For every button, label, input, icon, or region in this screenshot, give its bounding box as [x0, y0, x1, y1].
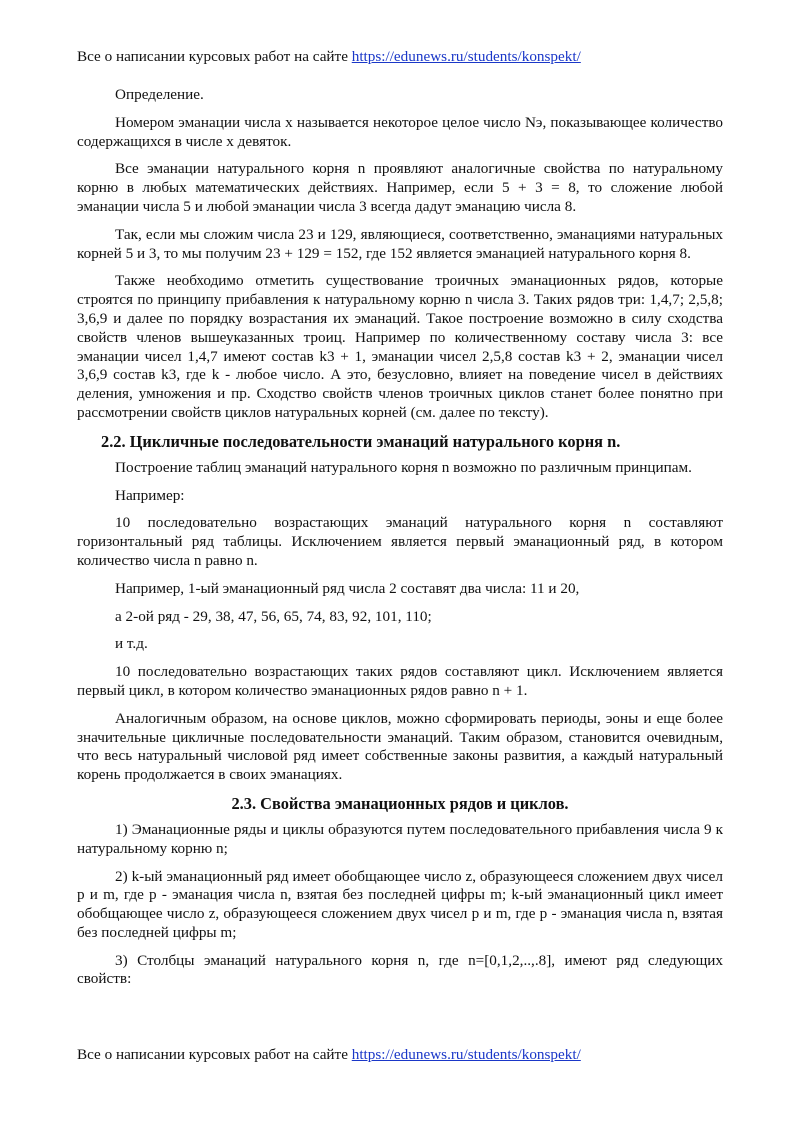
paragraph: 10 последовательно возрастающих эманаций натурального корня n составляют горизонтальный ряд таблицы. Исключением является первый эманационный ряд, в котором количество числа n равно n.	[77, 514, 723, 569]
paragraph: 10 последовательно возрастающих таких рядов составляют цикл. Исключением является первый цикл, в котором количество эманационных рядов равно n + 1.	[77, 663, 723, 699]
paragraph: Построение таблиц эманаций натурального корня n возможно по различным принципам.	[115, 458, 692, 476]
paragraph: а 2-ой ряд - 29, 38, 47, 56, 65, 74, 83, 92, 101, 110;	[115, 607, 432, 625]
paragraph: Аналогичным образом, на основе циклов, можно сформировать периоды, эоны и еще более значительные цикличные последовательности эманаций. Таким образом, становится очевидным, что весь натуральный числовой ряд имеет собственные законы развития, а каждый натуральный корень продолжается в своих эманациях.	[77, 709, 723, 784]
footer-text: Все о написании курсовых работ на сайте	[77, 1046, 352, 1063]
paragraph: и т.д.	[115, 635, 148, 653]
paragraph: Все эманации натурального корня n проявляют аналогичные свойства по натуральному корню в любых математических действиях. Например, если 5 + 3 = 8, то сложение любой эманации числа 5 и любой эманации числа 3 всегда дадут эманацию числа 8.	[77, 160, 723, 215]
paragraph: Номером эманации числа x называется некоторое целое число Nэ, показывающее количество содержащихся в числе x девяток.	[77, 113, 723, 150]
paragraph: Например:	[115, 486, 185, 504]
paragraph: 1) Эманационные ряды и циклы образуются путем последовательного прибавления числа 9 к натуральному корню n;	[77, 820, 723, 857]
section-heading-2-3: 2.3. Свойства эманационных рядов и циклов.	[231, 793, 569, 813]
paragraph: Например, 1-ый эманационный ряд числа 2 составят два числа: 11 и 20,	[115, 579, 580, 597]
header-link[interactable]: https://edunews.ru/students/konspekt/	[351, 48, 581, 65]
header-text: Все о написании курсовых работ на сайте	[77, 48, 352, 65]
page-header	[77, 48, 723, 67]
paragraph: Так, если мы сложим числа 23 и 129, являющиеся, соответственно, эманациями натуральных корней 5 и 3, то мы получим 23 + 129 = 152, где 152 является эманацией натурального корня 8.	[77, 225, 723, 262]
paragraph: Также необходимо отметить существование троичных эманационных рядов, которые строятся по принципу прибавления к натуральному корню n числа 3. Таких рядов три: 1,4,7; 2,5,8; 3,6,9 и далее по порядку возрастания их эманаций. Такое построение возможно в силу сходства свойств членов вышеуказанных троиц. Например по количественному составу числа 3: все эманации чисел 1,4,7 имеют состав k3 + 1, эманации чисел 2,5,8 состав k3 + 2, эманации чисел 3,6,9 состав k3, где k - любое число. А это, безусловно, влияет на поведение чисел в действиях деления, умножения и пр. Сходство свойств членов троичных циклов станет более понятно при рассмотрении свойств циклов натуральных корней (см. далее по тексту).	[77, 272, 723, 421]
paragraph: 3) Столбцы эманаций натурального корня n, где n=[0,1,2,..,.8], имеют ряд следующих свойств:	[77, 951, 723, 988]
page-footer	[77, 1046, 723, 1065]
footer-link[interactable]: https://edunews.ru/students/konspekt/	[351, 1046, 581, 1063]
paragraph-definition: Определение.	[115, 86, 204, 103]
document-body	[77, 86, 723, 998]
paragraph: 2) k-ый эманационный ряд имеет обобщающее число z, образующееся сложением двух чисел p и m, где p - эманация числа n, взятая без последней цифры m; k-ый эманационный цикл имеет обобщающее число z, образующееся сложением двух чисел p и m, где p - эманация числа n, взятая без последней цифры m;	[77, 867, 723, 941]
section-heading-2-2: 2.2. Цикличные последовательности эманаций натурального корня n.	[101, 431, 621, 451]
